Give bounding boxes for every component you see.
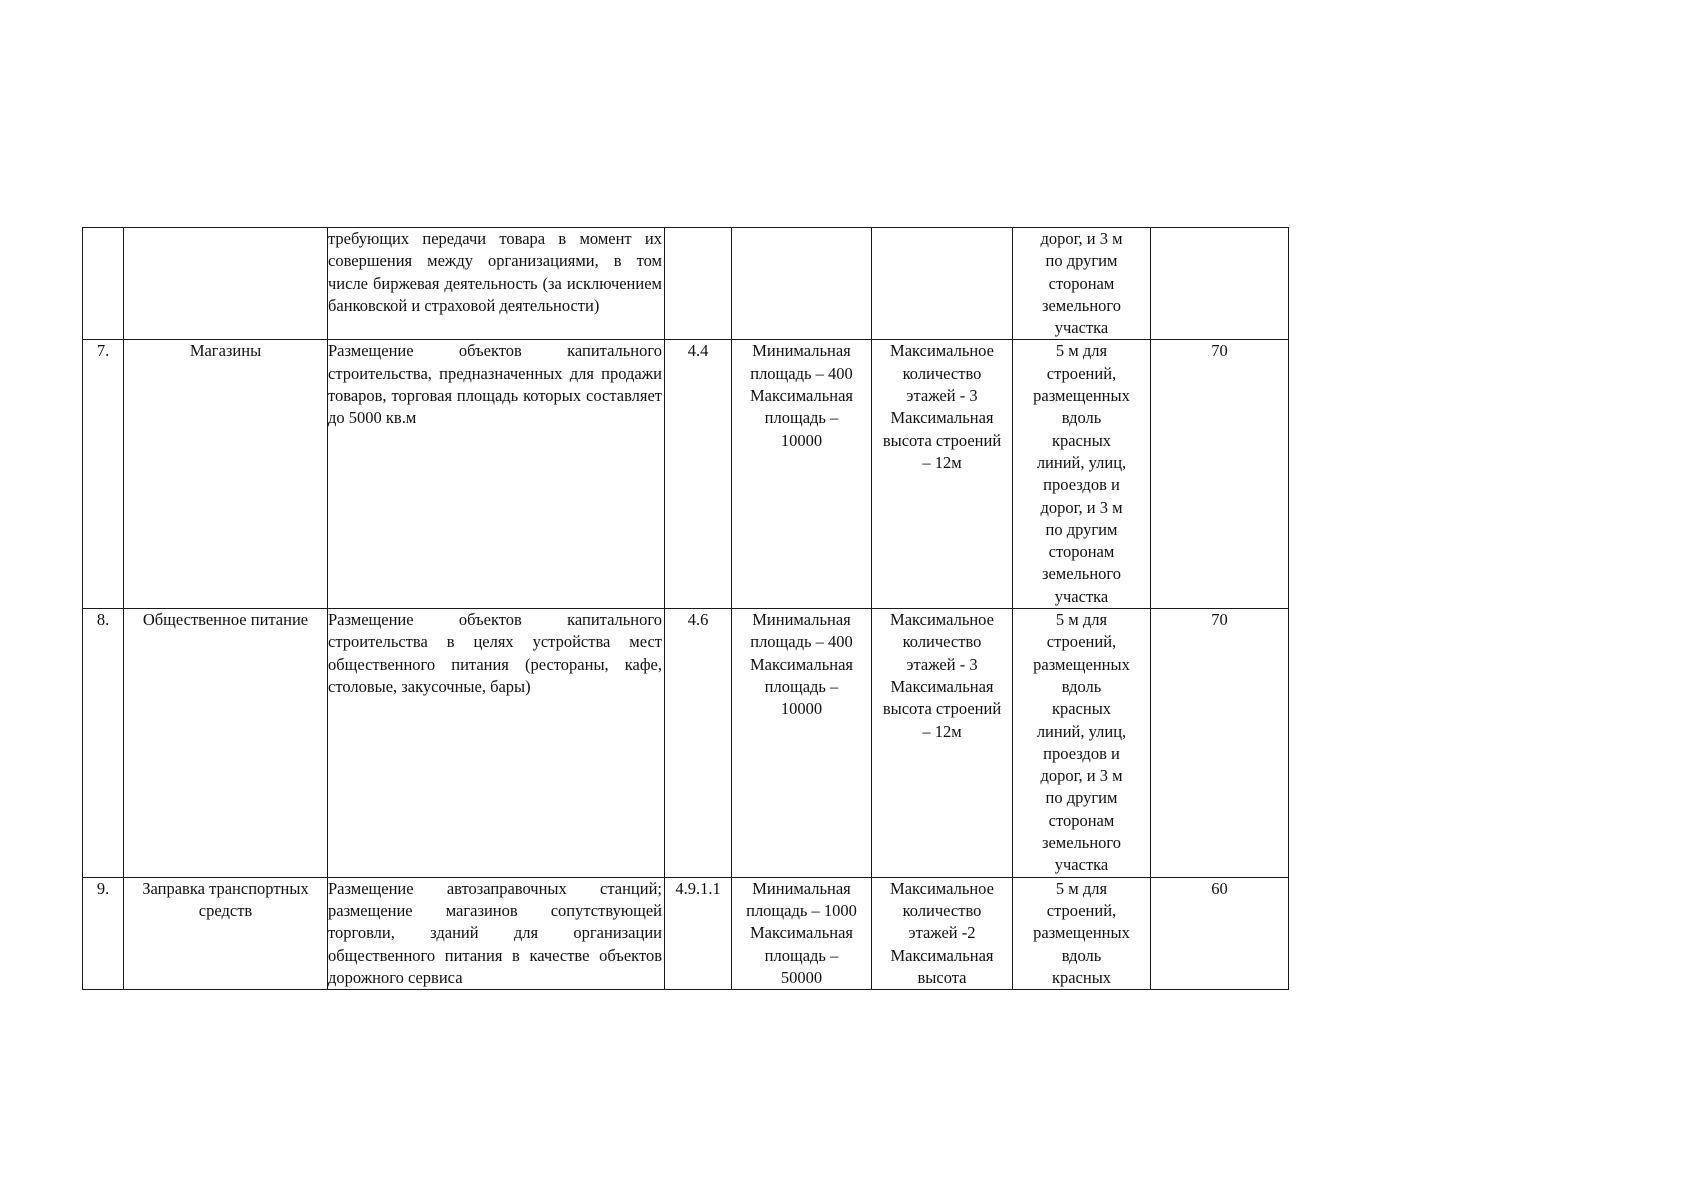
area-line: площадь – — [764, 945, 839, 965]
setback-line: красных — [1051, 967, 1112, 987]
setback-line: строений, — [1046, 900, 1117, 920]
setback-line: дорог, и 3 м — [1040, 766, 1123, 786]
area-line: Максимальная — [749, 386, 854, 406]
floors-line: – 12м — [922, 721, 962, 741]
plot-area-cell — [732, 340, 872, 609]
setback-line: по другим — [1045, 519, 1118, 539]
use-description-cell: Размещение объектов капитального строительства, предназначенных для продажи товаров, торговая площадь которых составляет до 5000 кв.м — [328, 340, 665, 609]
use-code-cell: 4.6 — [665, 609, 732, 878]
area-line: площадь – 1000 — [746, 900, 857, 920]
table-row — [83, 877, 1289, 989]
table-row — [83, 340, 1289, 609]
floors-line: Максимальная — [890, 945, 994, 965]
setback-line: линий, улиц, — [1036, 452, 1127, 472]
setback-line: линий, улиц, — [1036, 721, 1127, 741]
row-number-cell: 9. — [83, 877, 124, 989]
floors-line: количество — [902, 632, 982, 652]
setback-line: строений, — [1046, 632, 1117, 652]
setback-line: размещенных — [1033, 923, 1130, 943]
setback-cell — [1013, 609, 1151, 878]
floors-height-cell — [872, 877, 1013, 989]
floors-line: Максимальная — [890, 676, 994, 696]
area-line: площадь – — [764, 676, 839, 696]
setback-line: красных — [1051, 699, 1112, 719]
floors-line: этажей - 3 — [906, 654, 978, 674]
setback-line: земельного — [1041, 564, 1122, 584]
row-number-cell: 7. — [83, 340, 124, 609]
floors-line: количество — [902, 363, 982, 383]
coverage-percent-cell: 70 — [1151, 609, 1289, 878]
setback-line: вдоль — [1061, 676, 1102, 696]
setback-line: участка — [1054, 586, 1109, 606]
area-line: 10000 — [780, 430, 823, 450]
floors-line: количество — [902, 900, 982, 920]
area-line: площадь – 400 — [750, 632, 853, 652]
setback-line: вдоль — [1061, 408, 1102, 428]
area-line: Максимальная — [749, 654, 854, 674]
floors-line: Максимальное — [890, 610, 994, 630]
floors-line: этажей - 3 — [906, 386, 978, 406]
setback-line: 5 м для — [1055, 341, 1108, 361]
setback-line: строений, — [1046, 363, 1117, 383]
setback-line: размещенных — [1033, 386, 1130, 406]
floors-line: – 12м — [922, 452, 962, 472]
area-line: Минимальная — [752, 341, 851, 361]
setback-line: 5 м для — [1055, 878, 1108, 898]
zoning-regulations-table — [82, 227, 1289, 990]
setback-line: дорог, и 3 м — [1040, 229, 1123, 248]
use-code-cell — [665, 228, 732, 340]
area-line: Максимальная — [749, 923, 854, 943]
setback-line: участка — [1054, 855, 1109, 875]
use-name-cell — [124, 228, 328, 340]
setback-line: земельного — [1041, 833, 1122, 853]
plot-area-cell — [732, 877, 872, 989]
setback-line: сторонам — [1048, 273, 1115, 293]
use-description-cell: требующих передачи товара в момент их совершения между организациями, в том числе биржевая деятельность (за исключением банковской и страховой деятельности) — [328, 228, 665, 340]
coverage-percent-cell — [1151, 228, 1289, 340]
floors-height-cell — [872, 228, 1013, 340]
floors-line: Максимальная — [890, 408, 994, 428]
setback-line: по другим — [1045, 251, 1118, 271]
setback-line: по другим — [1045, 788, 1118, 808]
setback-cell — [1013, 340, 1151, 609]
area-line: 10000 — [780, 699, 823, 719]
floors-line: Максимальное — [890, 878, 994, 898]
setback-cell — [1013, 877, 1151, 989]
floors-height-cell — [872, 340, 1013, 609]
floors-line: высота строений — [882, 430, 1002, 450]
area-line: 50000 — [780, 967, 823, 987]
setback-cell — [1013, 228, 1151, 340]
table-row — [83, 609, 1289, 878]
setback-line: земельного — [1041, 295, 1122, 315]
table-row — [83, 228, 1289, 340]
row-number-cell — [83, 228, 124, 340]
floors-line: высота — [917, 967, 967, 987]
floors-height-cell — [872, 609, 1013, 878]
use-name-cell: Общественное питание — [124, 609, 328, 878]
area-line: Минимальная — [752, 610, 851, 630]
setback-line: проездов и — [1043, 475, 1120, 495]
setback-line: проездов и — [1043, 743, 1120, 763]
setback-line: 5 м для — [1055, 610, 1108, 630]
use-code-cell: 4.9.1.1 — [665, 877, 732, 989]
floors-line: высота строений — [882, 699, 1002, 719]
plot-area-cell — [732, 228, 872, 340]
use-name-cell: Заправка транспортных средств — [124, 877, 328, 989]
floors-line: Максимальное — [890, 341, 994, 361]
setback-line: вдоль — [1061, 945, 1102, 965]
setback-line: красных — [1051, 430, 1112, 450]
setback-line: сторонам — [1048, 810, 1115, 830]
use-description-cell: Размещение автозаправочных станций; размещение магазинов сопутствующей торговли, зданий для организации общественного питания в качестве объектов дорожного сервиса — [328, 877, 665, 989]
area-line: Минимальная — [752, 878, 851, 898]
coverage-percent-cell: 70 — [1151, 340, 1289, 609]
use-description-cell: Размещение объектов капитального строительства в целях устройства мест общественного питания (рестораны, кафе, столовые, закусочные, бары) — [328, 609, 665, 878]
floors-line: этажей -2 — [908, 923, 976, 943]
area-line: площадь – 400 — [750, 363, 853, 383]
setback-line: сторонам — [1048, 542, 1115, 562]
plot-area-cell — [732, 609, 872, 878]
area-line: площадь – — [764, 408, 839, 428]
coverage-percent-cell: 60 — [1151, 877, 1289, 989]
setback-line: дорог, и 3 м — [1040, 497, 1123, 517]
use-code-cell: 4.4 — [665, 340, 732, 609]
setback-line: участка — [1054, 318, 1109, 338]
row-number-cell: 8. — [83, 609, 124, 878]
setback-line: размещенных — [1033, 654, 1130, 674]
use-name-cell: Магазины — [124, 340, 328, 609]
